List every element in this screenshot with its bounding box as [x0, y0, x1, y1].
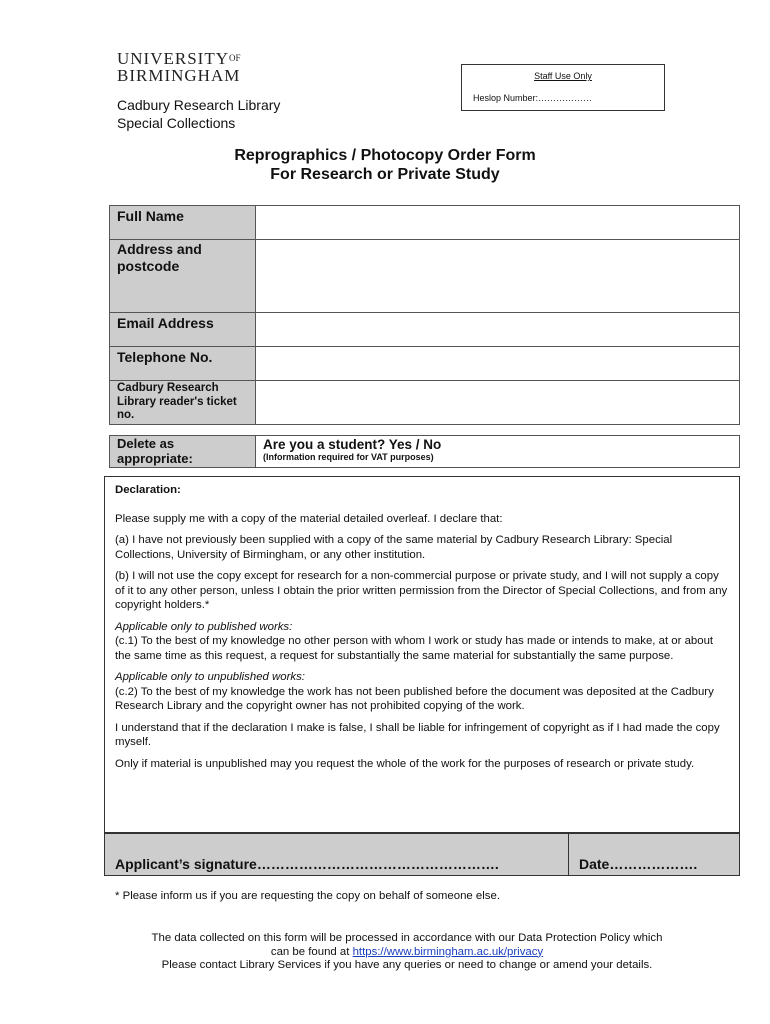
published-heading: Applicable only to published works:	[115, 620, 293, 633]
footer-line1: The data collected on this form will be processed in accordance with our Data Protection Policy which	[151, 932, 663, 944]
footnote: * Please inform us if you are requesting the copy on behalf of someone else.	[115, 890, 500, 902]
declaration-c2: (c.2) To the best of my knowledge the work has not been published before the document was deposited at the Cadbury Research Library and the copyright owner has not prohibited copying of the work.	[115, 685, 714, 712]
student-question: Are you a student? Yes / No	[263, 437, 442, 452]
form-title	[0, 146, 770, 184]
full-name-field[interactable]	[256, 205, 740, 240]
declaration-understand: I understand that if the declaration I make is false, I shall be liable for infringement of copyright as if I had made the copy myself.	[115, 721, 720, 748]
declaration-intro: Please supply me with a copy of the material detailed overleaf. I declare that:	[115, 512, 503, 525]
declaration-heading: Declaration:	[115, 484, 181, 496]
unpublished-heading: Applicable only to unpublished works:	[115, 671, 305, 683]
student-field[interactable]	[256, 435, 740, 468]
university-logo	[117, 50, 241, 85]
signature-divider	[568, 834, 569, 875]
staff-use-box	[461, 64, 665, 111]
delete-label: Delete as appropriate:	[109, 435, 256, 468]
department-name	[117, 96, 280, 132]
declaration-c1: (c.1) To the best of my knowledge no other person with whom I work or study has made or intends to make, at or about the same time as this request, a request for substantially the same material for substantially the same purpose.	[115, 635, 714, 662]
telephone-field[interactable]	[256, 346, 740, 381]
logo-line1: UNIVERSITY	[117, 49, 229, 68]
footer-line3: Please contact Library Services if you have any queries or need to change or amend your details.	[161, 959, 653, 971]
full-name-label: Full Name	[109, 205, 256, 240]
telephone-label: Telephone No.	[109, 346, 256, 381]
email-label: Email Address	[109, 312, 256, 347]
address-label: Address and postcode	[109, 239, 256, 313]
address-field[interactable]	[256, 239, 740, 313]
dept-line2: Special Collections	[117, 115, 236, 131]
date-field[interactable]: Date……………….	[579, 856, 698, 872]
heslop-number-field[interactable]: Heslop Number:………………	[473, 93, 593, 103]
email-field[interactable]	[256, 312, 740, 347]
privacy-footer	[60, 932, 754, 973]
declaration-unpublished: Only if material is unpublished may you request the whole of the work for the purposes of research or private study.	[115, 757, 695, 770]
signature-row	[104, 832, 740, 876]
footer-line2-text: can be found at	[270, 945, 353, 958]
staff-use-title: Staff Use Only	[534, 71, 592, 81]
declaration-b: (b) I will not use the copy except for research for a non-commercial purpose or private study, and I will not supply a copy of it to any other person, unless I obtain the prior written permission from the Director of Special Collections, and from any copyright holders.*	[115, 570, 728, 611]
applicant-signature-field[interactable]: Applicant’s signature…………………………………………….	[115, 856, 499, 872]
form-title-line2: For Research or Private Study	[270, 166, 500, 183]
logo-of: OF	[229, 53, 241, 63]
ticket-field[interactable]	[256, 380, 740, 425]
dept-line1: Cadbury Research Library	[117, 97, 281, 113]
logo-line2: BIRMINGHAM	[117, 66, 241, 85]
form-title-line1: Reprographics / Photocopy Order Form	[234, 147, 536, 164]
ticket-label: Cadbury Research Library reader's ticket no.	[109, 380, 256, 425]
declaration-box	[104, 476, 740, 833]
student-note: (Information required for VAT purposes)	[263, 452, 434, 462]
privacy-link[interactable]: https://www.birmingham.ac.uk/privacy	[352, 945, 544, 958]
declaration-a: (a) I have not previously been supplied with a copy of the same material by Cadbury Research Library: Special Collections, University of Birmingham, or any other institution.	[115, 534, 673, 561]
